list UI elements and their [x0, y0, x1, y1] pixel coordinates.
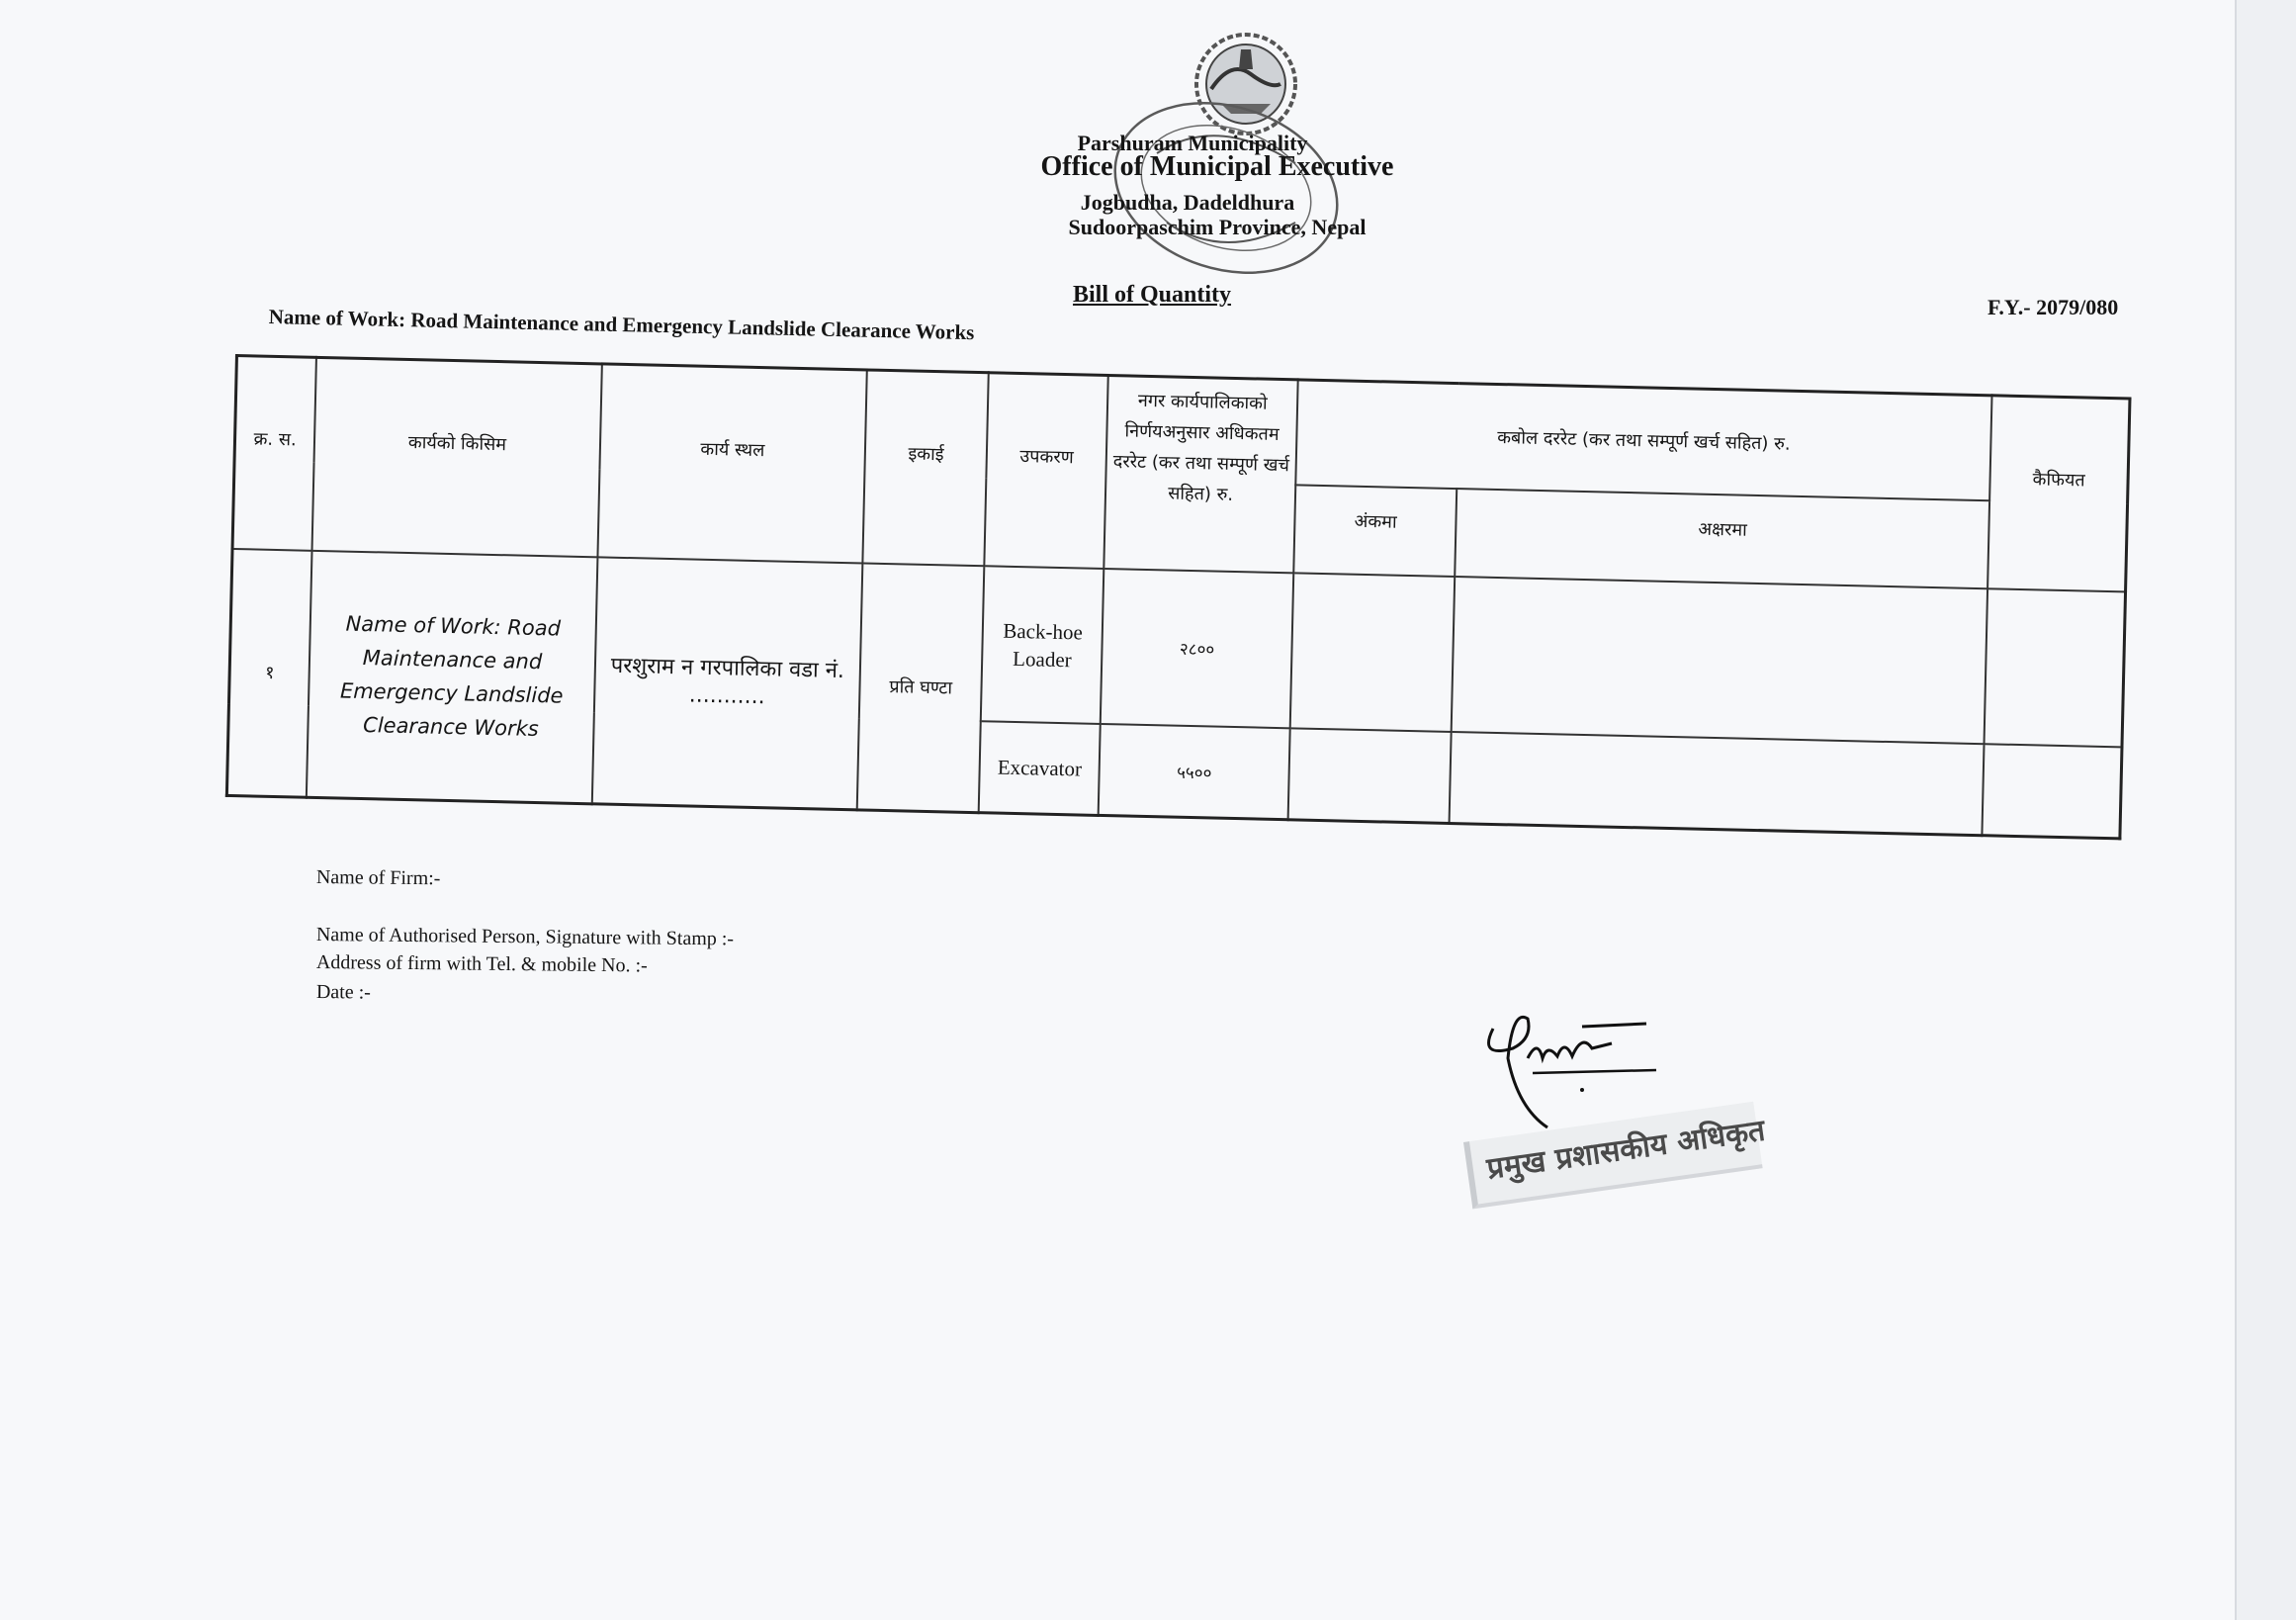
- header-max-rate: नगर कार्यपालिकाको निर्णयअनुसार अधिकतम दररेट (कर तथा सम्पूर्ण खर्च सहित) रु.: [1104, 376, 1298, 573]
- cell-bid-words: [1452, 577, 1987, 745]
- officer-stamp-text: प्रमुख प्रशासकीय अधिकृत: [1484, 1113, 1768, 1187]
- header-bid-rate: कबोल दररेट (कर तथा सम्पूर्ण खर्च सहित) रु.: [1295, 380, 1991, 500]
- bill-of-quantity-table: [225, 354, 2132, 840]
- cell-max-rate: ५५००: [1099, 724, 1290, 819]
- office-name: Office of Municipal Executive: [1040, 151, 1394, 182]
- header-remarks: कैफियत: [1987, 396, 2130, 591]
- municipality-round-stamp-icon: [1098, 94, 1355, 282]
- document-title: Bill of Quantity: [1072, 282, 1232, 308]
- cell-remarks: [1983, 745, 2122, 839]
- header-work-type: कार्यको किसिम: [312, 357, 602, 557]
- footer-address: Address of firm with Tel. & mobile No. :-: [315, 951, 648, 977]
- header-sn: क्र. स.: [232, 356, 316, 551]
- cell-location: परशुराम न गरपालिका वडा नं. ...........: [592, 557, 863, 810]
- footer-authorised-person: Name of Authorised Person, Signature with Stamp :-: [315, 924, 735, 950]
- name-of-work: Name of Work: Road Maintenance and Emergency Landslide Clearance Works: [268, 305, 975, 345]
- cell-bid-figures: [1290, 573, 1456, 732]
- header-equipment: उपकरण: [985, 373, 1108, 569]
- header-unit: इकाई: [862, 370, 988, 566]
- footer-date: Date :-: [315, 981, 371, 1004]
- cell-equipment: Back-hoe Loader: [981, 566, 1104, 724]
- cell-unit: प्रति घण्टा: [857, 563, 985, 813]
- address-line-2: Sudoorpaschim Province, Nepal: [1068, 215, 1367, 239]
- table-header-row: [234, 356, 2130, 504]
- cell-remarks: [1985, 588, 2126, 748]
- fiscal-year: F.Y.- 2079/080: [1987, 295, 2119, 319]
- cell-max-rate: २८००: [1101, 569, 1293, 729]
- municipality-name: Parshuram Municipality: [1077, 131, 1308, 155]
- address-line-1: Jogbudha, Dadeldhura: [1080, 190, 1295, 215]
- cell-bid-figures: [1288, 729, 1452, 824]
- cell-sn: १: [226, 549, 311, 798]
- cell-work-type: Name of Work: Road Maintenance and Emergency Landslide Clearance Works: [307, 550, 597, 803]
- header-in-words: अक्षरमा: [1456, 489, 1990, 588]
- cell-equipment: Excavator: [979, 722, 1101, 816]
- footer-firm-name: Name of Firm:-: [315, 866, 441, 890]
- cell-bid-words: [1450, 732, 1985, 835]
- header-in-figures: अंकमा: [1293, 485, 1457, 576]
- boq-table-container: [223, 354, 2131, 919]
- header-location: कार्य स्थल: [597, 364, 867, 563]
